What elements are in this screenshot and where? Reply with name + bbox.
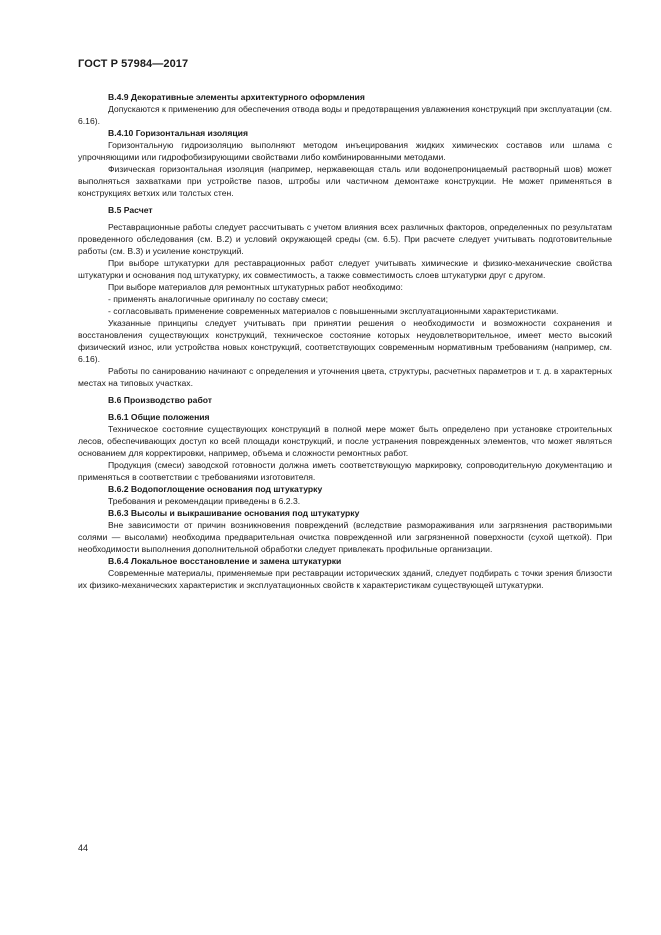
paragraph: Физическая горизонтальная изоляция (например, нержавеющая сталь или водонепроницаемый растворный шов) может выполняться захватками при устройстве пазов, штробы или частичном демонтаже конструкции. Не может применяться в конструкциях ветхих или толстых стен. xyxy=(78,164,612,198)
section-heading: В.6 Производство работ xyxy=(108,395,213,405)
section-heading: В.5 Расчет xyxy=(108,205,153,215)
paragraph: Продукция (смеси) заводской готовности должна иметь соответствующую маркировку, сопроводительную документацию и применяться в соответствии с требованиями изготовителя. xyxy=(78,460,612,482)
document-body xyxy=(78,91,612,591)
paragraph: Указанные принципы следует учитывать при принятии решения о необходимости и возможности сохранения и восстановления существующих конструкций, техническое состояние которых неудовлетворительное, имеет место высокий физический износ, или устройства новых конструкций, соответствующих современным нормативным требованиям (например, см. 6.16). xyxy=(78,318,612,364)
document-header: ГОСТ Р 57984—2017 xyxy=(78,58,189,70)
page-number: 44 xyxy=(78,843,89,853)
list-item: - согласовывать применение современных материалов с повышенными эксплуатационными характеристиками. xyxy=(108,306,559,316)
paragraph: Техническое состояние существующих конструкций в полной мере может быть определено при установке строительных лесов, обеспечивающих доступ ко всей площади конструкций, и после устранения поврежденных элементов, что может являться основанием для корректировки, например, объема и сложности ремонтных работ. xyxy=(78,424,612,458)
paragraph: Вне зависимости от причин возникновения повреждений (вследствие размораживания или загрязнения растворимыми солями — высолами) необходима предварительная очистка поврежденной или загрязненной поверхности (сухой щеткой). При необходимости выполнения дополнительной обработки следует привлекать профильные организации. xyxy=(78,520,612,554)
paragraph: Реставрационные работы следует рассчитывать с учетом влияния всех различных факторов, определенных по результатам проведенного обследования (см. В.2) и условий окружающей среды (см. 6.5). При расчете следует учитывать подготовительные работы (см. В.3) и усиление конструкций. xyxy=(78,222,612,256)
section-heading: В.4.9 Декоративные элементы архитектурного оформления xyxy=(108,92,365,102)
paragraph: Горизонтальную гидроизоляцию выполняют методом инъецирования жидких химических составов или шлама с упрочняющими или гидрофобизирующими свойствами либо комбинированными методами. xyxy=(78,140,612,162)
paragraph: При выборе материалов для ремонтных штукатурных работ необходимо: xyxy=(108,282,403,292)
paragraph: Требования и рекомендации приведены в 6.2.3. xyxy=(108,496,301,506)
paragraph: Современные материалы, применяемые при реставрации исторических зданий, следует подбирать с точки зрения близости их физико-механических характеристик и эксплуатационных свойств к характеристикам существующей штукатурки. xyxy=(78,568,612,590)
section-heading: В.6.2 Водопоглощение основания под штукатурку xyxy=(108,484,323,494)
paragraph: Допускаются к применению для обеспечения отвода воды и предотвращения увлажнения конструкций при эксплуатации (см. 6.16). xyxy=(78,104,612,126)
section-heading: В.6.1 Общие положения xyxy=(108,412,210,422)
section-heading: В.6.4 Локальное восстановление и замена штукатурки xyxy=(108,556,342,566)
paragraph: Работы по санированию начинают с определения и уточнения цвета, структуры, расчетных параметров и т. д. в характерных местах на типовых участках. xyxy=(78,366,612,388)
paragraph: При выборе штукатурки для реставрационных работ следует учитывать химические и физико-механические свойства штукатурки и основания под штукатурку, их совместимость, а также совместимость слоев штукатурки друг с другом. xyxy=(78,258,612,280)
section-heading: В.6.3 Высолы и выкрашивание основания под штукатурку xyxy=(108,508,360,518)
section-heading: В.4.10 Горизонтальная изоляция xyxy=(108,128,248,138)
list-item: - применять аналогичные оригиналу по составу смеси; xyxy=(108,294,329,304)
